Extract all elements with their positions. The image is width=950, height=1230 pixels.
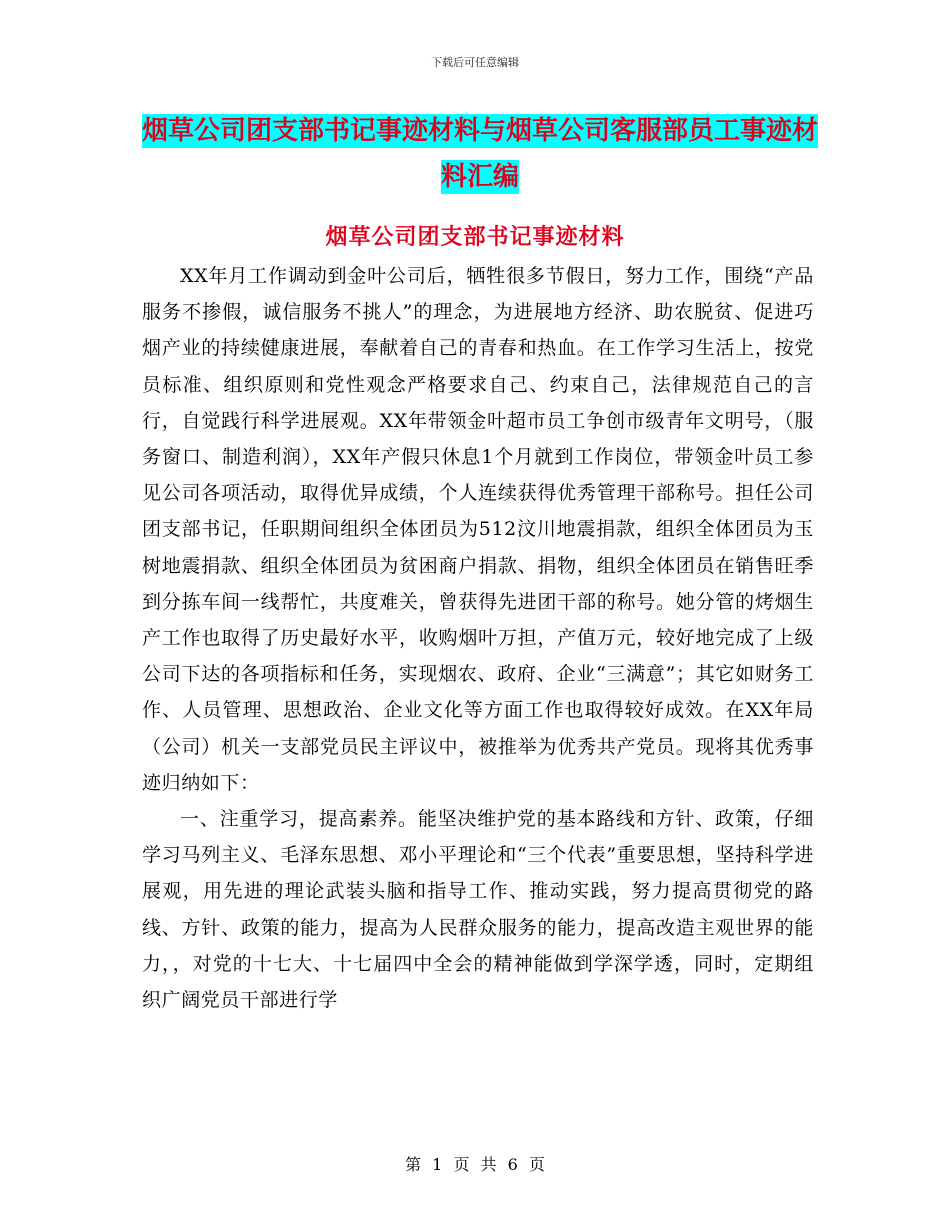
page-footer: 第 1 页 共 6 页 <box>405 1155 545 1174</box>
document-title-text: 烟草公司团支部书记事迹材料与烟草公司客服部员工事迹材料汇编 <box>141 116 818 192</box>
body-text <box>142 258 814 1018</box>
paragraph-2: 一、注重学习，提高素养。能坚决维护党的基本路线和方针、政策，仔细学习马列主义、毛泽东思想、邓小平理论和“三个代表”重要思想，坚持科学进展观，用先进的理论武装头脑和指导工作、推动实践，努力提高贯彻党的路线、方针、政策的能力，提高为人民群众服务的能力，提高改造主观世界的能力，，对党的十七大、十七届四中全会的精神能做到学深学透，同时，定期组织广阔党员干部进行学 <box>142 808 814 1012</box>
document-title <box>140 108 820 200</box>
header-note: 下载后可任意编辑 <box>431 56 519 69</box>
paragraph-1: XX年月工作调动到金叶公司后，牺牲很多节假日，努力工作，围绕“产品服务不掺假，诚信服务不挑人”的理念，为进展地方经济、助农脱贫、促进巧烟产业的持续健康进展，奉献着自己的青春和热血。在工作学习生活上，按党员标准、组织原则和党性观念严格要求自己、约束自己，法律规范自己的言行，自觉践行科学进展观。XX年带领金叶超市员工争创市级青年文明号，（服务窗口、制造利润），XX年产假只休息1个月就到工作岗位，带领金叶员工参见公司各项活动，取得优异成绩，个人连续获得优秀管理干部称号。担任公司团支部书记，任职期间组织全体团员为512汶川地震捐款，组织全体团员为玉树地震捐款、组织全体团员为贫困商户捐款、捐物，组织全体团员在销售旺季到分拣车间一线帮忙，共度难关，曾获得先进团干部的称号。她分管的烤烟生产工作也取得了历史最好水平，收购烟叶万担，产值万元，较好地完成了上级公司下达的各项指标和任务，实现烟农、政府、企业“三满意”；其它如财务工作、人员管理、思想政治、企业文化等方面工作也取得较好成效。在XX年局（公司）机关一支部党员民主评议中，被推举为优秀共产党员。现将其优秀事迹归纳如下： <box>142 265 814 794</box>
section-title: 烟草公司团支部书记事迹材料 <box>325 225 625 250</box>
